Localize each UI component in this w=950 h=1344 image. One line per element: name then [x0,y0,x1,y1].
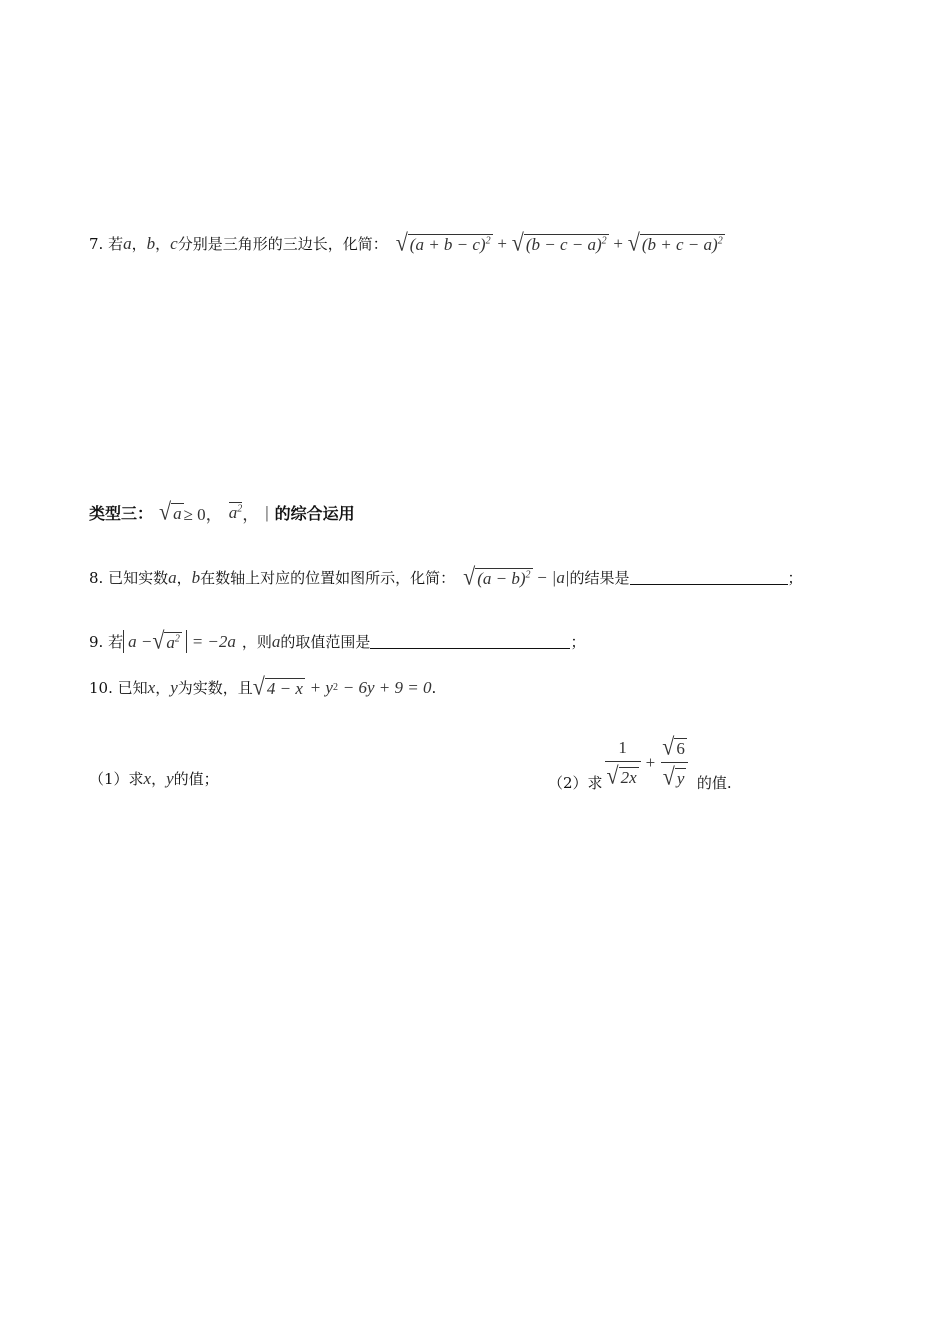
question-10 [89,672,437,701]
q8-exp: 2 [525,569,531,581]
q10-var-x: x [147,677,156,697]
q9-number: 9. [89,632,104,651]
q10-end: . [431,678,437,697]
question-8 [89,562,803,591]
q9-inner-a: a [166,633,175,652]
q9-rhs: = −2a [191,631,236,651]
q10-part2-label: （2）求 [548,774,603,792]
q10-part-1 [89,768,219,789]
q8-text: 已知实数 [108,569,169,587]
q10-frac2-den: √ y [661,762,689,789]
section-heading-type-3 [89,497,355,526]
q8-number: 8. [89,568,104,587]
q7-exp-2: 2 [601,235,607,247]
question-9 [89,626,586,655]
q8-var-b: b [191,567,201,587]
q8-abs: |a| [551,567,570,587]
heading-bar: | [265,502,269,522]
q9-end: ； [570,633,586,651]
q7-sep-1: ， [131,235,147,253]
q7-exp-1: 2 [485,235,491,247]
q8-end: ； [787,569,803,587]
q7-expr-1: (a + b − c) [409,235,486,254]
q7-plus-2: + [613,233,624,253]
q8-text-3: 的结果是 [569,569,630,587]
q10-rest-2: − 6y + 9 = 0 [342,677,432,697]
q10-frac2-num-val: 6 [676,739,685,758]
q10-plus: + [645,752,656,772]
q8-var-a: a [168,567,177,587]
q10-rest: + y [309,677,333,697]
heading-math-1: √ a [159,497,182,526]
q10-frac1-den-val: 2x [620,767,637,787]
heading-m1: a [173,504,182,523]
q8-minus: − [537,567,547,587]
q8-expr: (a − b) [477,569,526,588]
q10-part1-sep: ， [151,770,167,788]
q10-fraction-2 [660,732,689,791]
q7-var-c: c [170,233,178,253]
q7-expr-3: (b + c − a) [641,235,718,254]
q10-part-2 [548,732,732,793]
q10-var-y: y [170,677,178,697]
q7-radical-3: √ $(b + c - a)^2$ [627,228,723,257]
q8-text-2: 在数轴上对应的位置如图所示，化简： [200,569,456,587]
q10-rad: 4 − x [266,679,303,698]
q10-frac1-num: 1 [618,737,627,757]
q10-part1-end: 的值； [173,770,219,788]
q9-text-3: 的取值范围是 [280,633,371,651]
question-7 [89,228,725,257]
q9-inner-radical: √ $a^2$ [152,626,180,655]
q9-abs-a: a − [128,631,153,651]
q10-frac2-den-val: y [676,769,685,788]
q10-frac2-num: √ 6 [662,732,685,761]
q7-number: 7. [89,234,104,253]
q7-radical-2: √ $(b - c - a)^2$ [511,228,607,257]
heading-m2-sep: ， [242,505,260,524]
q10-number: 10. [89,678,113,697]
q7-exp-3: 2 [717,235,723,247]
q10-frac1-den: √ 2x [605,761,641,788]
q10-exp: 2 [332,682,338,693]
q9-var-a: a [271,631,281,651]
q7-var-a: a [123,233,132,253]
q10-part1-y: y [166,768,174,788]
q8-sep: ， [176,569,192,587]
q10-radical: √ 4 − x [252,672,303,701]
q7-plus-1: + [497,233,507,253]
q10-text: 已知 [117,679,148,697]
heading-m1b: ≥ 0， [183,505,223,524]
q9-text-2: ，则 [241,633,272,651]
heading-m2-exp: 2 [237,503,243,515]
q9-abs-expr [123,626,187,655]
q8-answer-blank[interactable] [630,570,788,585]
q10-part2-end: 的值. [696,774,732,792]
q10-sep: ， [155,679,171,697]
heading-m2: a [228,503,238,522]
q10-part1-x: x [143,768,152,788]
q8-radical: √ $(a - b)^2$ [463,562,531,591]
heading-math-2 [229,502,243,523]
q7-radical-1: √ $(a + b - c)^2$ [395,228,491,257]
q7-expr-2: (b − c − a) [525,235,602,254]
heading-label-after: 的综合运用 [274,504,355,523]
q10-fraction-1 [605,738,641,788]
q7-text-after: 分别是三角形的三边长，化简： [177,235,388,253]
q7-sep-2: ， [155,235,171,253]
q7-text-before: 若 [108,235,124,253]
q7-var-b: b [146,233,156,253]
heading-label: 类型三： [89,504,154,523]
q9-answer-blank[interactable] [370,634,570,649]
q10-text-2: 为实数，且 [177,679,253,697]
q9-text: 若 [108,633,124,651]
q9-exp: 2 [174,633,180,645]
q10-part1-label: （1）求 [89,770,144,788]
